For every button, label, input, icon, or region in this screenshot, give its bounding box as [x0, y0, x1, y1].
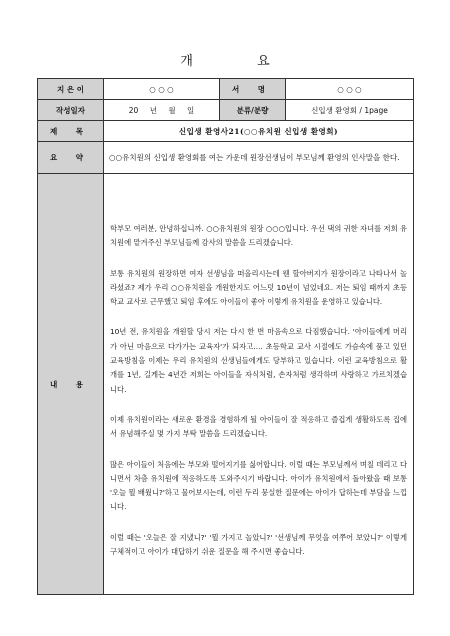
content-body: [104, 174, 414, 595]
content-paragraph: 학부모 여러분, 안녕하십니까. ○○유치원의 원장 ○○○입니다. 우선 댁의 귀한 자녀를 저희 유치원에 맡겨주신 부모님들께 감사의 말씀을 드리겠습니다.: [110, 224, 407, 248]
date-value: 20 년 월 일: [104, 100, 220, 121]
category-value: 신입생 환영회 / 1page: [286, 100, 414, 121]
subject-value: 신입생 환영사21(○○유치원 신입생 환영회): [104, 121, 414, 142]
subject-label: 제 목: [38, 121, 104, 142]
content-label: 내 용: [38, 174, 104, 595]
content-paragraph: 이제 유치원이라는 새로운 환경을 경험하게 될 아이들이 잘 적응하고 즐겁게 생활하도록 집에서 유념해주실 몇 가지 부탁 말씀을 드리겠습니다.: [110, 414, 407, 439]
writer-label: 서 명: [220, 79, 286, 100]
overview-form-table: [37, 78, 414, 595]
category-label: 분류/분량: [220, 100, 286, 121]
subject-row: [38, 121, 414, 142]
content-paragraph: 보통 유치원의 원장하면 여자 선생님을 떠올리시는데 웬 할아버지가 원장이라고 나타나서 놀라셨죠? 제가 우리 ○○유치원을 개원한지도 어느덧 10년이 넘었네요. 저는 퇴임 때까지 초등학교 교사로 근무했고 퇴임 후에도 아이들이 좋아 이렇게 유치원을 운영하고 있습니다.: [110, 268, 407, 307]
author-label: 지 은 이: [38, 79, 104, 100]
content-paragraph: 10년 전, 유치원을 개원할 당시 저는 다시 한 번 마음속으로 다짐했습니다. '아이들에게 머리가 아닌 마음으로 다가가는 교육자'가 되자고…. 초등학교 교사 시절에도 가슴속에 품고 있던 교육방침을 이제는 우리 유치원의 선생님들에게도 당부하고 있습니다. 이런 교육방침으로 활개를 1년, 길게는 4년간 저희는 아이들을 자식처럼, 손자처럼 생각하며 사랑하고 가르치겠습니다.: [110, 327, 407, 394]
summary-label: 요 약: [38, 142, 104, 174]
author-row: [38, 79, 414, 100]
content-paragraph: 많은 아이들이 처음에는 부모와 떨어지기를 싫어합니다. 이럴 때는 부모님께서 며칠 데리고 다니면서 차츰 유치원에 적응하도록 도와주시기 바랍니다. 아이가 유치원에서 돌아왔을 때 보통 '오늘 뭘 배웠니?'하고 물어보시는데, 이런 두리 뭉실한 질문에는 아이가 답하는데 부담을 느낍니다.: [110, 459, 407, 512]
summary-value: ○○유치원의 신입생 환영회를 여는 가운데 원장선생님이 부모님께 환영의 인사말을 한다.: [104, 142, 414, 174]
writer-value: ○ ○ ○: [286, 79, 414, 100]
document-title: 개 요: [180, 54, 300, 69]
content-row: [38, 174, 414, 595]
content-paragraph: 이럴 때는 '오늘은 잘 지냈니?' '뭘 가지고 놀았니?' '선생님께 무엇을 여쭈어 보았니?' 이렇게 구체적이고 아이가 대답하기 쉬운 질문을 해 주시면 좋습니다.: [110, 532, 407, 557]
author-value: ○ ○ ○: [104, 79, 220, 100]
date-row: [38, 100, 414, 121]
summary-row: [38, 142, 414, 174]
date-label: 작성일자: [38, 100, 104, 121]
